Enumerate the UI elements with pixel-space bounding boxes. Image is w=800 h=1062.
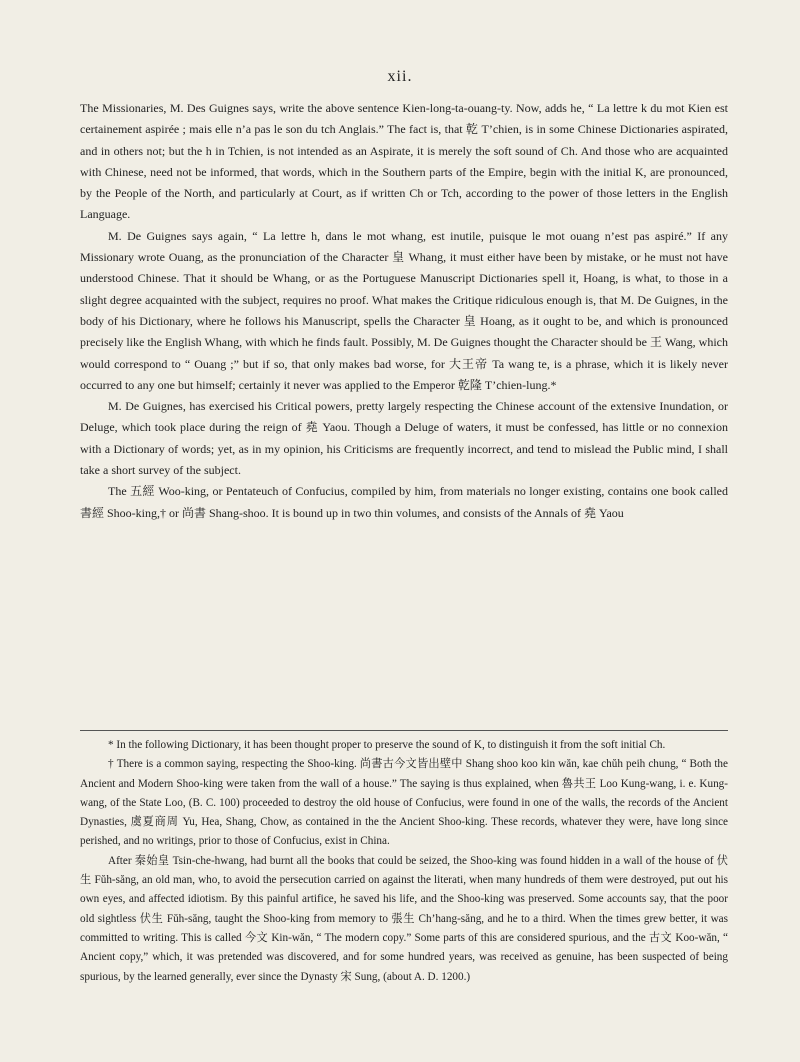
footnotes <box>80 736 728 987</box>
footnote-k-sound: * In the following Dictionary, it has been thought proper to preserve the sound of K, to distinguish it from the soft initial Ch. <box>108 739 666 751</box>
footnote-tsin-che-hwang: After 秦始皇 Tsin-che-hwang, had burnt all the books that could be seized, the Shoo-king was found hidden in a wall of the house of 伏生 Fŭh-săng, an old man, who, to avoid the persecution carried on against the literati, when many hundreds of them were destroyed, put out his own eyes, and affected idiotism. By this painful artifice, he saved his life, and the Shoo-king was preserved. Some accounts say, that the poor old sightless 伏生 Fŭh-săng, taught the Shoo-king from memory to 張生 Ch’hang-săng, and he to a third. When the times grew better, it was committed to writing. This is called 今文 Kin-wăn, “ The modern copy.” Some parts of this are considered spurious, and the 古文 Koo-wăn, “ Ancient copy,” which, it was pretended was discovered, and for some hundred years, was received as genuine, has been suspected of being spurious, by the learned generally, ever since the Dynasty 宋 Sung, (about A. D. 1200.) <box>80 854 728 983</box>
footnote-divider <box>80 730 728 731</box>
paragraph-whang: M. De Guignes says again, “ La lettre h, dans le mot whang, est inutile, puisque le mot ouang n’est pas aspiré.” If any Missionary wrote Ouang, as the pronunciation of the Character 皇 Whang, it must either have been by mistake, or he must not have understood Chinese. That it should be Whang, or as the Portuguese Manuscript Dictionaries spell it, Hoang, is what, to those in a slight degree acquainted with the subject, requires no proof. What makes the Critique ridiculous enough is, that M. De Guignes, in the body of his Dictionary, where he follows his Manuscript, spells the Character 皇 Hoang, as it ought to be, and which is pronounced precisely like the English Whang, with which he finds fault. Possibly, M. De Guignes thought the Character should be 王 Wang, which would correspond to “ Ouang ;” but if so, that only makes bad worse, for 大王帝 Ta wang te, is a phrase, which it is likely never occurred to any one but himself; certainly it never was applied to the Emperor 乾隆 T’chien-lung.* <box>80 228 728 392</box>
main-text <box>80 98 728 524</box>
paragraph-missionaries: The Missionaries, M. Des Guignes says, write the above sentence Kien-long-ta-ouang-ty. Now, adds he, “ La lettre k du mot Kien est certainement aspirée ; mais elle n’a pas le son du tch Anglais.” The fact is, that 乾 T’chien, is in some Chinese Dictionaries aspirated, and in others not; but the h in Tchien, is not intended as an Aspirate, it is merely the soft sound of Ch. And those who are acquainted with Chinese, need not be informed, that words, which in the Southern parts of the Empire, begin with the initial K, are pronounced, by the People of the North, and particularly at Court, as if written Ch or Tch, according to the power of those letters in the English Language. <box>80 101 728 222</box>
paragraph-woo-king: The 五經 Woo-king, or Pentateuch of Confucius, compiled by him, from materials no longer existing, contains one book called 書經 Shoo-king,† or 尚書 Shang-shoo. It is bound up in two thin volumes, and consists of the Annals of 堯 Yaou <box>80 484 728 520</box>
footnote-shoo-king-saying: † There is a common saying, respecting the Shoo-king. 尚書古今文皆出壁中 Shang shoo koo kin wăn, kae chŭh peih chung, “ Both the Ancient and Modern Shoo-king were taken from the wall of a house.” The saying is thus explained, when 魯共王 Loo Kung-wang, i. e. Kung-wang, of the State Loo, (B. C. 100) proceeded to destroy the old house of Confucius, were found in one of the walls, the records of the Ancient Dynasties, 虞夏商周 Yu, Hea, Shang, Chow, as contained in the the Ancient Shoo-king. These records, whatever they were, have long since perished, and no writings, prior to those of Confucius, exist in China. <box>80 758 728 848</box>
page-number: xii. <box>387 68 413 85</box>
paragraph-deluge: M. De Guignes, has exercised his Critical powers, pretty largely respecting the Chinese account of the extensive Inundation, or Deluge, which took place during the reign of 堯 Yaou. Though a Deluge of waters, it must be confessed, has little or no connexion with a Dictionary of words; yet, as in my opinion, his Criticisms are frequently incorrect, and tend to mislead the Public mind, I shall take a short survey of the subject. <box>80 399 728 478</box>
